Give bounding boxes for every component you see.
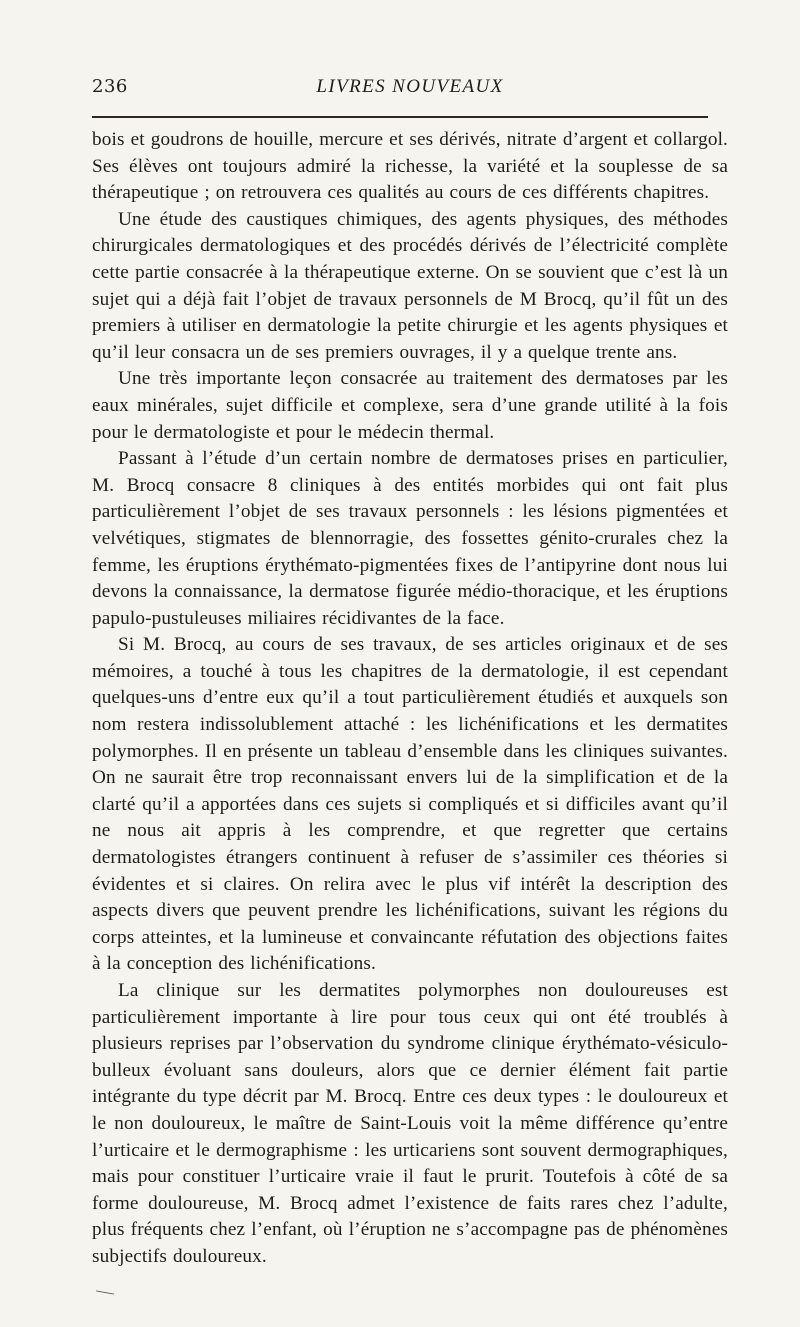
paragraph-2: Une étude des caustiques chimiques, des agents physiques, des méthodes chirurgicales dermatologiques et des procédés dérivés de l’électricité complète cette partie consacrée à la thérapeutique externe. On se souvient que c’est là un sujet qui a déjà fait l’objet de travaux personnels de M Brocq, qu’il fût un des premiers à utiliser en dermatologie la petite chirurgie et les agents physiques et qu’il leur consacra un de ses premiers ouvrages, il y a quelque trente ans. xyxy=(92,208,728,363)
paragraph-3: Une très importante leçon consacrée au traitement des dermatoses par les eaux minérales, sujet difficile et complexe, sera d’une grande utilité à la fois pour le dermatologiste et pour le médecin thermal. xyxy=(92,368,728,443)
header-rule xyxy=(92,116,708,118)
page-header xyxy=(92,76,728,104)
paragraph-5: Si M. Brocq, au cours de ses travaux, de ses articles originaux et de ses mémoires, a touché à tous les chapitres de la dermatologie, il est cependant quelques-uns d’entre eux qu’il a tout particulièrement étudiés et auxquels son nom restera indissolublement attaché : les lichénifications et les dermatites polymorphes. Il en présente un tableau d’ensemble dans les cliniques suivantes. On ne saurait être trop reconnaissant envers lui de la simplification et de la clarté qu’il a apportées dans ces sujets si compliqués et si difficiles avant qu’il ne nous ait appris à les comprendre, et que regretter que certains dermatologistes étrangers continuent à refuser de s’assimiler ces théories si évidentes et si claires. On relira avec le plus vif intérêt la description des aspects divers que peuvent prendre les lichénifications, suivant les régions du corps atteintes, et la lumineuse et convaincante réfutation des objections faites à la conception des lichénifications. xyxy=(92,634,728,975)
paragraph-6: La clinique sur les dermatites polymorphes non douloureuses est particulièrement importante à lire pour tous ceux qui ont été troublés à plusieurs reprises par l’observation du syndrome clinique érythémato-vésiculo-bulleux évoluant sans douleurs, alors que ce dernier élément fait partie intégrante du type décrit par M. Brocq. Entre ces deux types : le douloureux et le non douloureux, le maître de Saint-Louis voit la même différence qu’entre l’urticaire et le dermographisme : les urticariens sont souvent dermographiques, mais pour constituer l’urticaire vraie il faut le prurit. Toutefois à côté de sa forme douloureuse, M. Brocq admet l’existence de faits rares chez l’adulte, plus fréquents chez l’enfant, où l’éruption ne s’accompagne pas de phénomènes subjectifs douloureux. xyxy=(92,980,728,1267)
running-title: LIVRES NOUVEAUX xyxy=(316,76,504,97)
paragraph-1: bois et goudrons de houille, mercure et ses dérivés, nitrate d’argent et collargol. Ses élèves ont toujours admiré la richesse, la variété et la souplesse de sa thérapeutique ; on retrouvera ces qualités au cours de ces différents chapitres. xyxy=(92,129,728,204)
page-number: 236 xyxy=(92,76,128,97)
paragraph-4: Passant à l’étude d’un certain nombre de dermatoses prises en particulier, M. Brocq consacre 8 cliniques à des entités morbides qui ont fait plus particulièrement l’objet de ses travaux personnels : les lésions pigmentées et velvétiques, stigmates de blennorragie, des fossettes génito-crurales chez la femme, les éruptions érythémato-pigmentées fixes de l’antipyrine dont nous lui devons la connaissance, la dermatose figurée médio-thoracique, et les éruptions papulo-pustuleuses miliaires récidivantes de la face. xyxy=(92,448,728,629)
body-text xyxy=(92,127,728,1271)
